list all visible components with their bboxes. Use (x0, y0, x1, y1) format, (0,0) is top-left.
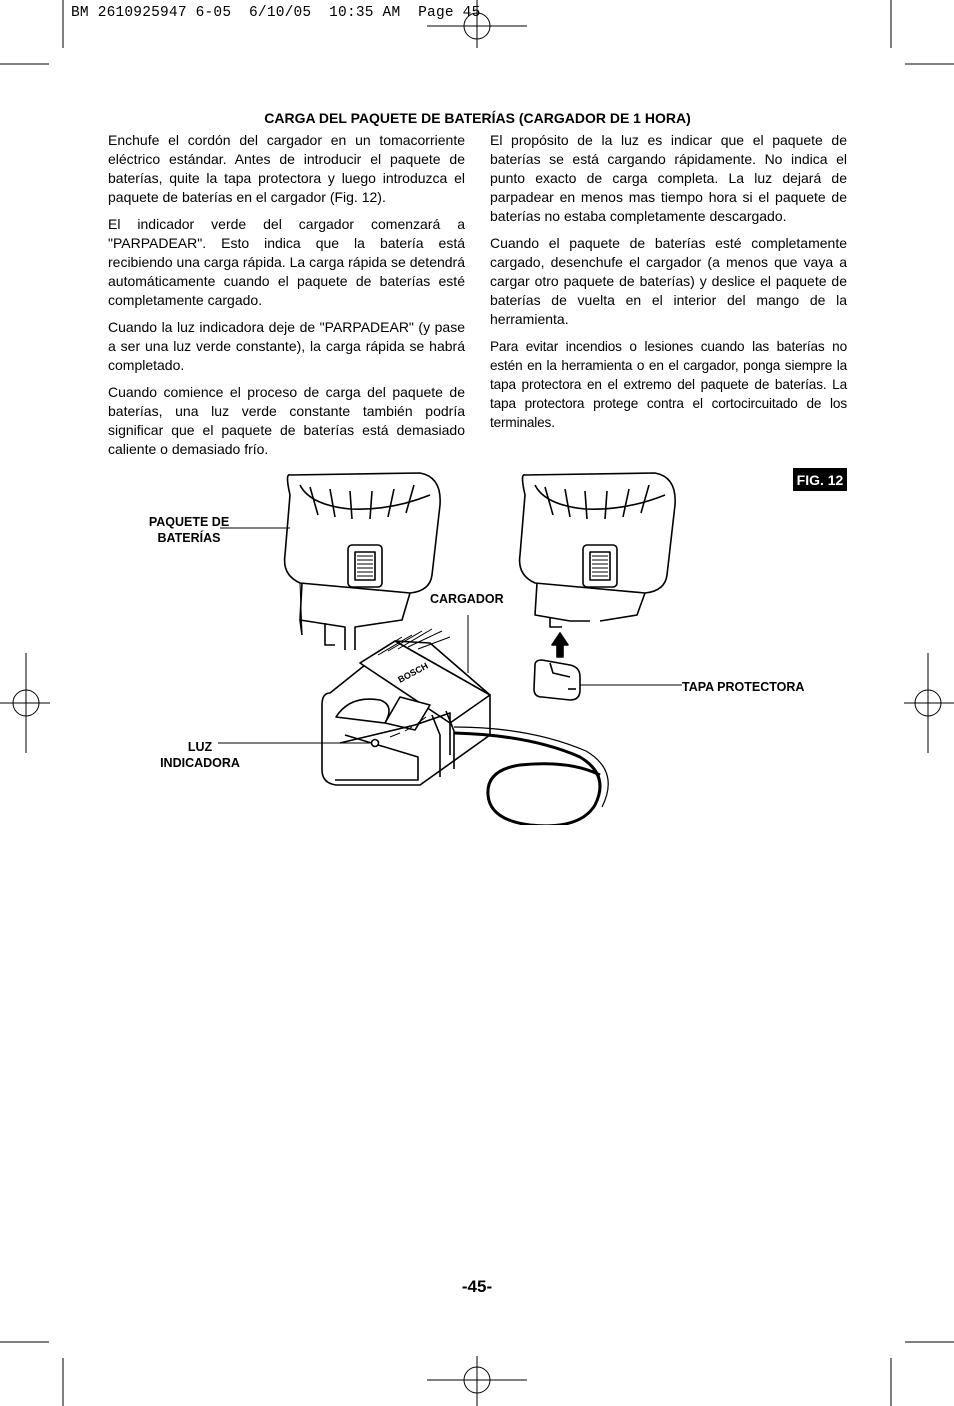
paragraph: El indicador verde del cargador comenzará a "PARPADEAR". Esto indica que la batería está recibiendo una carga rápida. La carga rápida se detendrá automáticamente cuando el paquete de baterías esté completamente cargado. (108, 216, 465, 308)
printer-slug: BM 2610925947 6-05 6/10/05 10:35 AM Page 45 (71, 5, 481, 21)
section-title: CARGA DEL PAQUETE DE BATERÍAS (CARGADOR DE 1 HORA) (264, 110, 691, 126)
paragraph: Para evitar incendios o lesiones cuando las baterías no estén en la herramienta o en el cargador, ponga siempre la tapa protectora en el extremo del paquete de baterías. La tapa protectora protege contra el cortocircuitado de los terminales. (490, 339, 847, 430)
callout-protective-cap: TAPA PROTECTORA (682, 680, 805, 694)
charger (322, 629, 608, 825)
right-column (490, 131, 847, 440)
callout-indicator (152, 739, 248, 771)
callout-battery-pack (145, 514, 233, 546)
callout-charger: CARGADOR (430, 592, 504, 606)
paragraph: Cuando comience el proceso de carga del paquete de baterías, una luz verde constante también podría significar que el paquete de baterías está demasiado caliente o demasiado frío. (108, 384, 465, 457)
left-column (108, 131, 465, 467)
callout-indicator-line1: LUZ (187, 740, 213, 754)
paragraph: El propósito de la luz es indicar que el paquete de baterías se está cargando rápidamente. No indica el punto exacto de carga completa. La luz dejará de parpadear en menos mas tiempo hora si el paquete de baterías no estaba completamente descargado. (490, 132, 847, 224)
paragraph: Cuando el paquete de baterías esté completamente cargado, desenchufe el cargador (a menos que vaya a cargar otro paquete de baterías) y deslice el paquete de baterías de vuelta en el interior del mango de la herramienta. (490, 235, 847, 327)
battery-pack-left (285, 473, 441, 650)
arrow-up-icon (552, 633, 568, 657)
figure-illustration (150, 465, 710, 825)
brand-logo: BOSCH (396, 660, 430, 685)
protective-cap (534, 660, 580, 700)
callout-battery-line2: BATERÍAS (157, 531, 221, 545)
battery-pack-right (520, 473, 676, 627)
page-number: -45- (461, 1277, 493, 1296)
figure-label: FIG. 12 (793, 468, 847, 491)
paragraph: Enchufe el cordón del cargador en un tomacorriente eléctrico estándar. Antes de introducir el paquete de baterías, quite la tapa protectora y luego introduzca el paquete de baterías en el cargador (Fig. 12). (108, 132, 465, 205)
paragraph: Cuando la luz indicadora deje de "PARPADEAR" (y pase a ser una luz verde constante), la carga rápida se habrá completado. (108, 319, 465, 373)
callout-battery-line1: PAQUETE DE (148, 515, 230, 529)
callout-indicator-line2: INDICADORA (160, 756, 240, 770)
